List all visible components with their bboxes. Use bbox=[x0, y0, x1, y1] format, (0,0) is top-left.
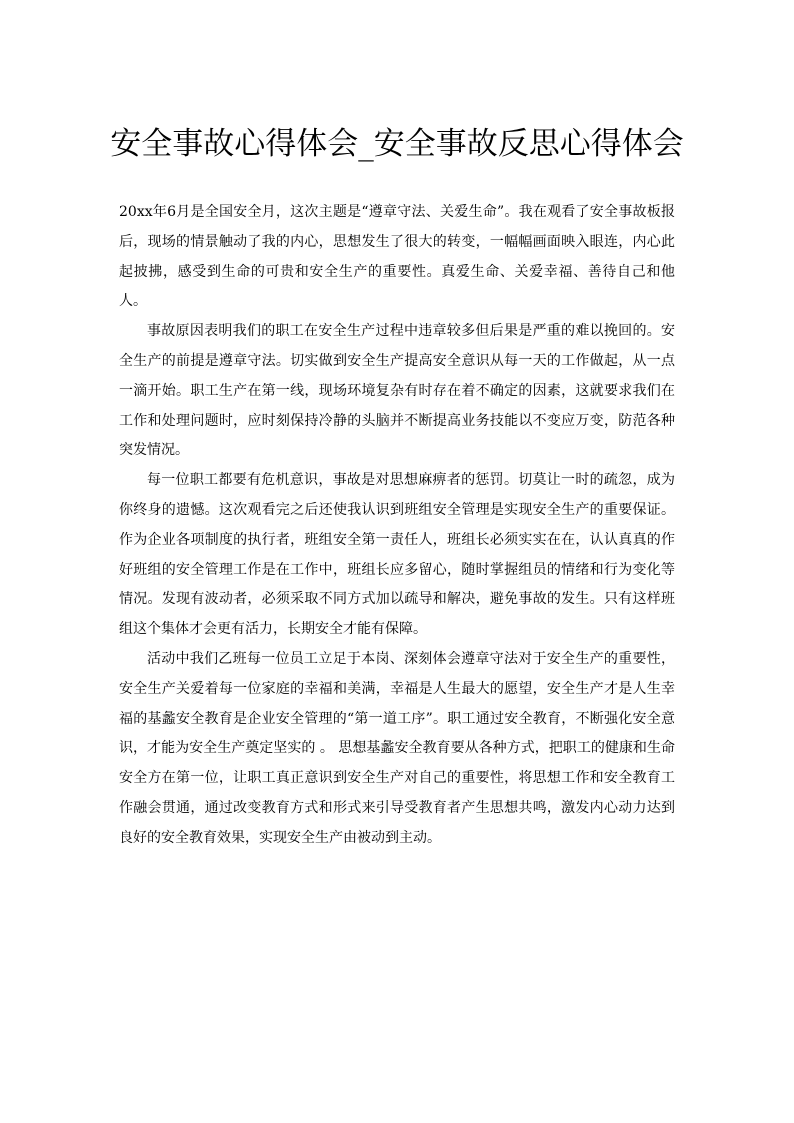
paragraph-intro: 20xx年6月是全国安全月，这次主题是“遵章守法、关爱生命”。我在观看了安全事故板报后，现场的情景触动了我的内心，思想发生了很大的转变，一幅幅画面映入眼连，内心此起披拂，感受到生命的可贵和安全生产的重要性。真爱生命、关爱幸福、善待自己和他人。 bbox=[119, 204, 675, 310]
document-body bbox=[119, 198, 675, 854]
document-title: 安全事故心得体会_安全事故反思心得体会 bbox=[110, 126, 684, 162]
paragraph-accident-causes: 事故原因表明我们的职工在安全生产过程中违章较多但后果是严重的难以挽回的。安全生产的前提是遵章守法。切实做到安全生产提高安全意识从每一天的工作做起，从一点一滴开始。职工生产在第一线，现场环境复杂有时存在着不确定的因素，这就要求我们在工作和处理问题时，应时刻保持冷静的头脑并不断提高业务技能以不变应万变，防范各种突发情况。 bbox=[119, 323, 675, 459]
paragraph-safety-education: 活动中我们乙班每一位员工立足于本岗、深刻体会遵章守法对于安全生产的重要性，安全生产关爱着每一位家庭的幸福和美满，幸福是人生最大的愿望，安全生产才是人生幸福的基蠡安全教育是企业安全管理的“第一道工序”。职工通过安全教育，不断强化安全意识，才能为安全生产奠定坚实的 。 思想基蠡安全教育要从各种方式，把职工的健康和生命安全方在第一位，让职工真正意识到安全生产对自己的重要性，将思想工作和安全教育工作融会贯通，通过改变教育方式和形式来引导受教育者产生思想共鸣，激发内心动力达到良好的安全教育效果，实现安全生产由被动到主动。 bbox=[119, 650, 675, 846]
paragraph-crisis-awareness: 每一位职工都要有危机意识，事故是对思想麻痹者的惩罚。切莫让一时的疏忽，成为你终身的遗憾。这次观看完之后还使我认识到班组安全管理是实现安全生产的重要保证。作为企业各项制度的执行者，班组安全第一责任人，班组长必须实实在在，认认真真的作好班组的安全管理工作是在工作中，班组长应多留心，随时掌握组员的情绪和行为变化等情况。发现有波动者，必须采取不同方式加以疏导和解决，避免事故的发生。只有这样班组这个集体才会更有活力，长期安全才能有保障。 bbox=[119, 472, 675, 638]
